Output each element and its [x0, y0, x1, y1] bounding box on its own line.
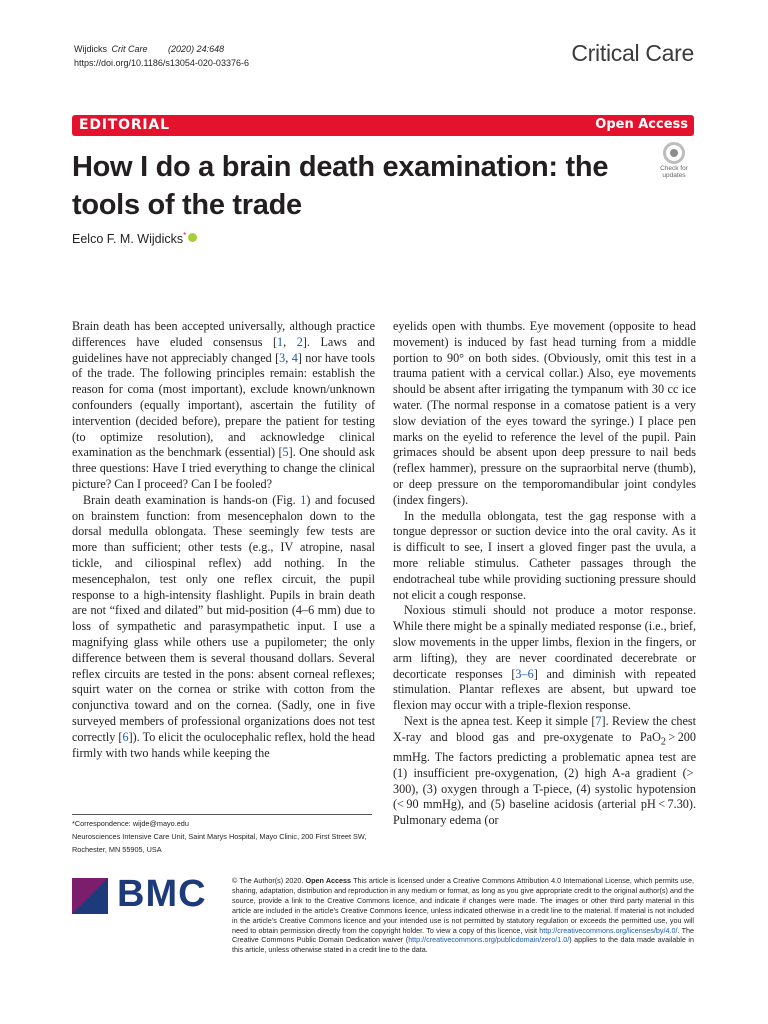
correspondence-email[interactable]: *Correspondence: wijde@mayo.edu	[72, 819, 189, 828]
reference-link[interactable]: 4	[291, 350, 298, 365]
figure-link[interactable]: 1	[300, 492, 307, 507]
paragraph: Noxious stimuli should not produce a motor response. While there might be a spinally mediated response (i.e., brief, slow movements in the upper limbs, flexion in the fingers, or arm lifting), they are never coordinated decerebrate or decorticate responses [3–6] and diminish with repeated stimulation. Plantar reflexes are absent, but upward toe flexion may occur with a triple-flexion response.	[393, 603, 696, 713]
paragraph: Brain death has been accepted universally, although practice differences have eluded consensus [1, 2]. Laws and guidelines have not appreciably changed [3, 4] nor have tools of the trade. The following principles remain: establish the reason for coma (most important), exclude known/unknown confounders (equally important), ascertain the futility of intervention (decided before), prepare the patient for testing (to optimize resolution), and acknowledge clinical examination as the benchmark (essential) [5]. One should ask three questions: Have I tried everything to change the clinical picture? Can I proceed? Can I be fooled?	[72, 319, 376, 491]
paragraph: eyelids open with thumbs. Eye movement (opposite to head movement) is induced by fast head turning from a middle portion to 90° on both sides. (Obviously, omit this test in a trauma patient with a cervical collar.) Also, eye movements should be absent after irrigating the tympanum with 30 cc ice water. (The normal response in a comatose patient is a very slow deviation of the eyes toward the syringe.) I place pen marks on the eyelid to reference the level of the pupil. Pain grimaces should be absent upon deep pressure to nail beds (reflex hammer), pressure on the supraorbital nerve (thumb), or deep pressure on the temporomandibular joint condyles (index fingers).	[393, 319, 696, 507]
reference-link[interactable]: 3	[279, 350, 286, 365]
body-column-left	[72, 319, 375, 761]
updates-line-1: Check for	[660, 165, 688, 172]
author-line	[72, 231, 197, 246]
citation-line	[74, 42, 249, 56]
cc-by-link[interactable]: http://creativecommons.org/licenses/by/4.0/	[539, 925, 678, 935]
updates-line-2: updates	[662, 172, 686, 179]
check-for-updates-badge[interactable]	[653, 142, 695, 182]
publisher-logo-text: BMC	[117, 873, 207, 915]
open-access-bold: Open Access	[305, 876, 352, 885]
bmc-mark-icon	[72, 878, 108, 914]
article-title: How I do a brain death examination: the tools of the trade	[72, 151, 609, 221]
reference-link[interactable]: 2	[296, 334, 303, 349]
paragraph: In the medulla oblongata, test the gag response with a tongue depressor or suction device into the oral cavity. As it is difficult to see, I insert a gloved finger past the uvula, a more reliable stimulus. Catheter passages through the endotracheal tube while providing suctioning pressure should not elicit a cough response.	[393, 508, 696, 602]
header-journal: Crit Care	[111, 44, 148, 54]
author-name[interactable]: Eelco F. M. Wijdicks	[72, 232, 184, 247]
body-column-right	[393, 319, 696, 829]
footnote	[72, 817, 372, 856]
article-type-label: EDITORIAL	[79, 117, 170, 133]
reference-link[interactable]: 3–6	[515, 666, 534, 681]
correspondence-mark: *	[183, 231, 187, 240]
running-header	[74, 42, 249, 70]
reference-link[interactable]: 6	[122, 729, 129, 744]
reference-link[interactable]: 5	[282, 445, 289, 460]
header-citation: (2020) 24:648	[168, 44, 225, 54]
footnote-divider	[72, 814, 372, 815]
open-access-label: Open Access	[595, 117, 688, 132]
license-statement: © The Author(s) 2020. Open Access This article is licensed under a Creative Commons Attribution 4.0 International License, which permits use, sharing, adaptation, distribution and reproduction in any medium or format, as long as you give appropriate credit to the original author(s) and the source, provide a link to the Creative Commons licence, and indicate if changes were made. The images or other third party material in this article are included in the article’s Creative Commons licence, unless indicated otherwise in a credit line to the material. If material is not included in the article’s Creative Commons licence and your intended use is not permitted by statutory regulation or exceeds the permitted use, you will need to obtain permission directly from the copyright holder. To view a copy of this licence, visit http://creativecommons.org/licenses/by/4.0/. The Creative Commons Public Domain Dedication waiver (http://creativecommons.org/publicdomain/zero/1.0/) applies to the data made available in this article, unless otherwise stated in a credit line to the data.	[232, 876, 695, 955]
doi-link[interactable]: https://doi.org/10.1186/s13054-020-03376-6	[74, 58, 249, 68]
publisher-logo[interactable]	[72, 873, 217, 930]
orcid-icon[interactable]	[188, 233, 197, 242]
journal-name: Critical Care	[571, 40, 694, 66]
affiliation: Neurosciences Intensive Care Unit, Saint Marys Hospital, Mayo Clinic, 200 First Street SW, Rochester, MN 55905, USA	[72, 832, 367, 854]
paragraph: Brain death examination is hands-on (Fig. 1) and focused on brainstem function: from mesencephalon down to the dorsal medulla oblongata. These seemingly few tests are more than sufficient; other tests (e.g., IV atropine, nasal tickle, and ciliospinal reflex) add nothing. In the mesencephalon, test only one reflex circuit, the pupil response to a high-intensity flashlight. Pupils in brain death are not “fixed and dilated” but mid-position (4–6 mm) due to loss of sympathetic and parasympathetic input. I use a magnifying glass while others use a pupilometer; the only difference between them is several thousand dollars. Several reflex circuits are tested in the pons: absent corneal reflexes; squirt water on the cornea or strike with cotton from the conjunctiva toward and on the cornea. (Sadly, one in five surveyed members of professional organizations does not test correctly [6]). To elicit the oculocephalic reflex, hold the head firmly with two hands while keeping the	[72, 492, 375, 760]
reference-link[interactable]: 7	[595, 713, 602, 728]
article-type-banner	[72, 115, 694, 136]
reference-link[interactable]: 1	[277, 334, 284, 349]
updates-icon	[663, 142, 685, 164]
updates-text	[653, 165, 695, 179]
header-author: Wijdicks	[74, 44, 107, 54]
paragraph: Next is the apnea test. Keep it simple [7]. Review the chest X-ray and blood gas and pre-oxygenate to PaO$_2$ > 200 mmHg. The factors predicting a problematic apnea test are (1) insufficient pre-oxygenation, (2) high A-a gradient (> 300), (3) oxygen through a T-piece, (4) systolic hypotension (< 90 mmHg), and (5) baseline acidosis (arterial pH < 7.30). Pulmonary edema (or	[393, 713, 697, 828]
cc-zero-link[interactable]: http://creativecommons.org/publicdomain/zero/1.0/	[408, 935, 570, 945]
